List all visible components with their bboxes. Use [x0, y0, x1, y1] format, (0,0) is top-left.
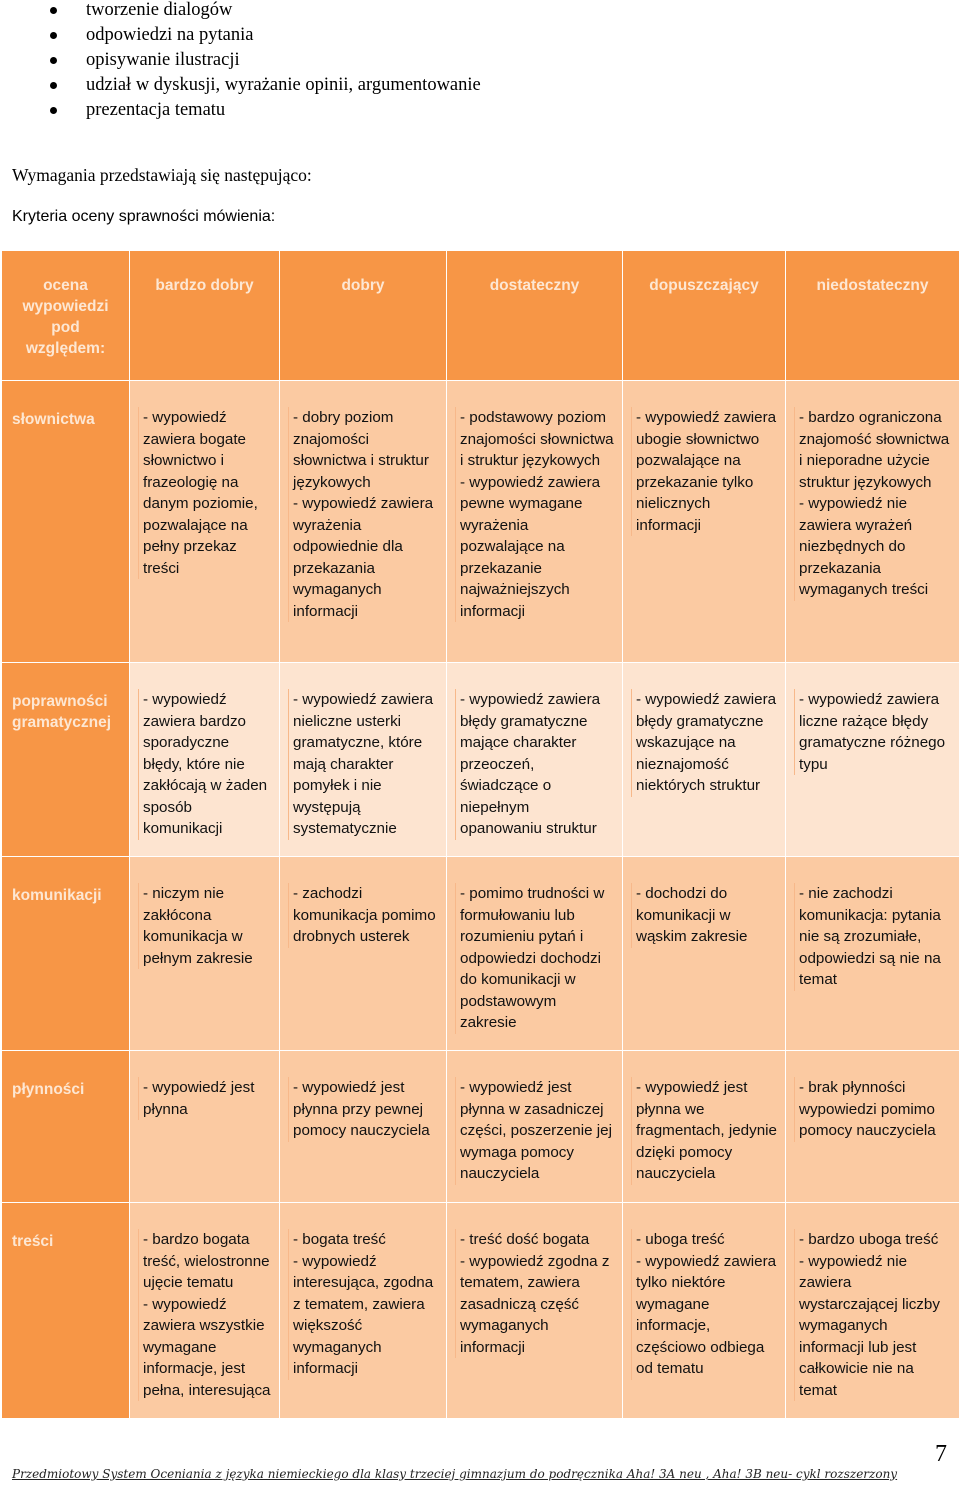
table-cell: - wypowiedź zawiera bardzo sporadyczne błędy, które nie zakłócają w żaden sposób komunikacji	[130, 663, 280, 857]
table-cell: - wypowiedź zawiera bogate słownictwo i frazeologię na danym poziomie, pozwalające na pełny przekaz treści	[130, 381, 280, 663]
grade-header: dostateczny	[447, 251, 623, 381]
row-label: komunikacji	[2, 857, 130, 1051]
intro-text: Wymagania przedstawiają się następująco:	[12, 165, 312, 185]
table-header-row	[2, 251, 960, 381]
table-cell: - dobry poziom znajomości słownictwa i struktur językowych - wypowiedź zawiera wyrażenia odpowiednie dla przekazania wymaganych informacji	[280, 381, 447, 663]
table-row	[2, 1203, 960, 1419]
table-cell: - pomimo trudności w formułowaniu lub rozumieniu pytań i odpowiedzi dochodzi do komunikacji w podstawowym zakresie	[447, 857, 623, 1051]
table-cell: - wypowiedź zawiera ubogie słownictwo pozwalające na przekazanie tylko nielicznych informacji	[623, 381, 786, 663]
row-label: treści	[2, 1203, 130, 1419]
table-cell: - wypowiedź jest płynna we fragmentach, jedynie dzięki pomocy nauczyciela	[623, 1051, 786, 1203]
table-cell: - wypowiedź zawiera błędy gramatyczne mające charakter przeoczeń, świadczące o niepełnym opanowaniu struktur	[447, 663, 623, 857]
table-cell: - nie zachodzi komunikacja: pytania nie są zrozumiałe, odpowiedzi są nie na temat	[786, 857, 960, 1051]
table-cell: - bardzo ograniczona znajomość słownictwa i nieporadne użycie struktur językowych - wypowiedź nie zawiera wyrażeń niezbędnych do przekazania wymaganych treści	[786, 381, 960, 663]
table-cell: - bardzo uboga treść - wypowiedź nie zawiera wystarczającej liczby wymaganych informacji lub jest całkowicie nie na temat	[786, 1203, 960, 1419]
footer-title: Przedmiotowy System Oceniania z języka niemieckiego dla klasy trzeciej gimnazjum do podręcznika Aha! 3A neu , Aha! 3B neu- cykl rozszerzony	[12, 1467, 898, 1481]
criteria-title: Kryteria oceny sprawności mówienia:	[12, 208, 276, 225]
table-cell: - bogata treść - wypowiedź interesująca, zgodna z tematem, zawiera większość wymaganych informacji	[280, 1203, 447, 1419]
grade-header: dopuszczający	[623, 251, 786, 381]
table-cell: - podstawowy poziom znajomości słownictwa i struktur językowych - wypowiedź zawiera pewne wymagane wyrażenia pozwalające na przekazanie najważniejszych informacji	[447, 381, 623, 663]
table-cell: - brak płynności wypowiedzi pomimo pomocy nauczyciela	[786, 1051, 960, 1203]
table-cell: - treść dość bogata - wypowiedź zgodna z tematem, zawiera zasadniczą część wymaganych informacji	[447, 1203, 623, 1419]
table-cell: - dochodzi do komunikacji w wąskim zakresie	[623, 857, 786, 1051]
row-label: płynności	[2, 1051, 130, 1203]
bullet-item: odpowiedzi na pytania	[86, 25, 254, 45]
bullet-item: prezentacja tematu	[86, 100, 226, 120]
table-cell: - wypowiedź jest płynna przy pewnej pomocy nauczyciela	[280, 1051, 447, 1203]
table-row	[2, 857, 960, 1051]
bullet-item: opisywanie ilustracji	[86, 50, 240, 70]
table-row	[2, 663, 960, 857]
table-cell: - bardzo bogata treść, wielostronne ujęcie tematu - wypowiedź zawiera wszystkie wymagane informacje, jest pełna, interesująca	[130, 1203, 280, 1419]
table-row	[2, 1051, 960, 1203]
table-cell: - wypowiedź zawiera nieliczne usterki gramatyczne, które mają charakter pomyłek i nie występują systematycznie	[280, 663, 447, 857]
table-cell: - wypowiedź zawiera liczne rażące błędy gramatyczne różnego typu	[786, 663, 960, 857]
table-cell: - wypowiedź jest płynna w zasadniczej części, poszerzenie jej wymaga pomocy nauczyciela	[447, 1051, 623, 1203]
bullet-item: udział w dyskusji, wyrażanie opinii, argumentowanie	[86, 75, 481, 95]
page-number: 7	[935, 1441, 947, 1467]
row-label: poprawności gramatycznej	[2, 663, 130, 857]
bullet-item: tworzenie dialogów	[86, 0, 233, 20]
grade-header: bardzo dobry	[130, 251, 280, 381]
speaking-criteria-table	[1, 250, 960, 1419]
table-cell: - uboga treść - wypowiedź zawiera tylko niektóre wymagane informacje, częściowo odbiega od tematu	[623, 1203, 786, 1419]
table-cell: - zachodzi komunikacja pomimo drobnych usterek	[280, 857, 447, 1051]
table-row	[2, 381, 960, 663]
corner-header: ocena wypowiedzi pod względem:	[2, 251, 130, 381]
table-cell: - niczym nie zakłócona komunikacja w pełnym zakresie	[130, 857, 280, 1051]
table-cell: - wypowiedź zawiera błędy gramatyczne wskazujące na nieznajomość niektórych struktur	[623, 663, 786, 857]
grade-header: dobry	[280, 251, 447, 381]
grade-header: niedostateczny	[786, 251, 960, 381]
table-cell: - wypowiedź jest płynna	[130, 1051, 280, 1203]
row-label: słownictwa	[2, 381, 130, 663]
